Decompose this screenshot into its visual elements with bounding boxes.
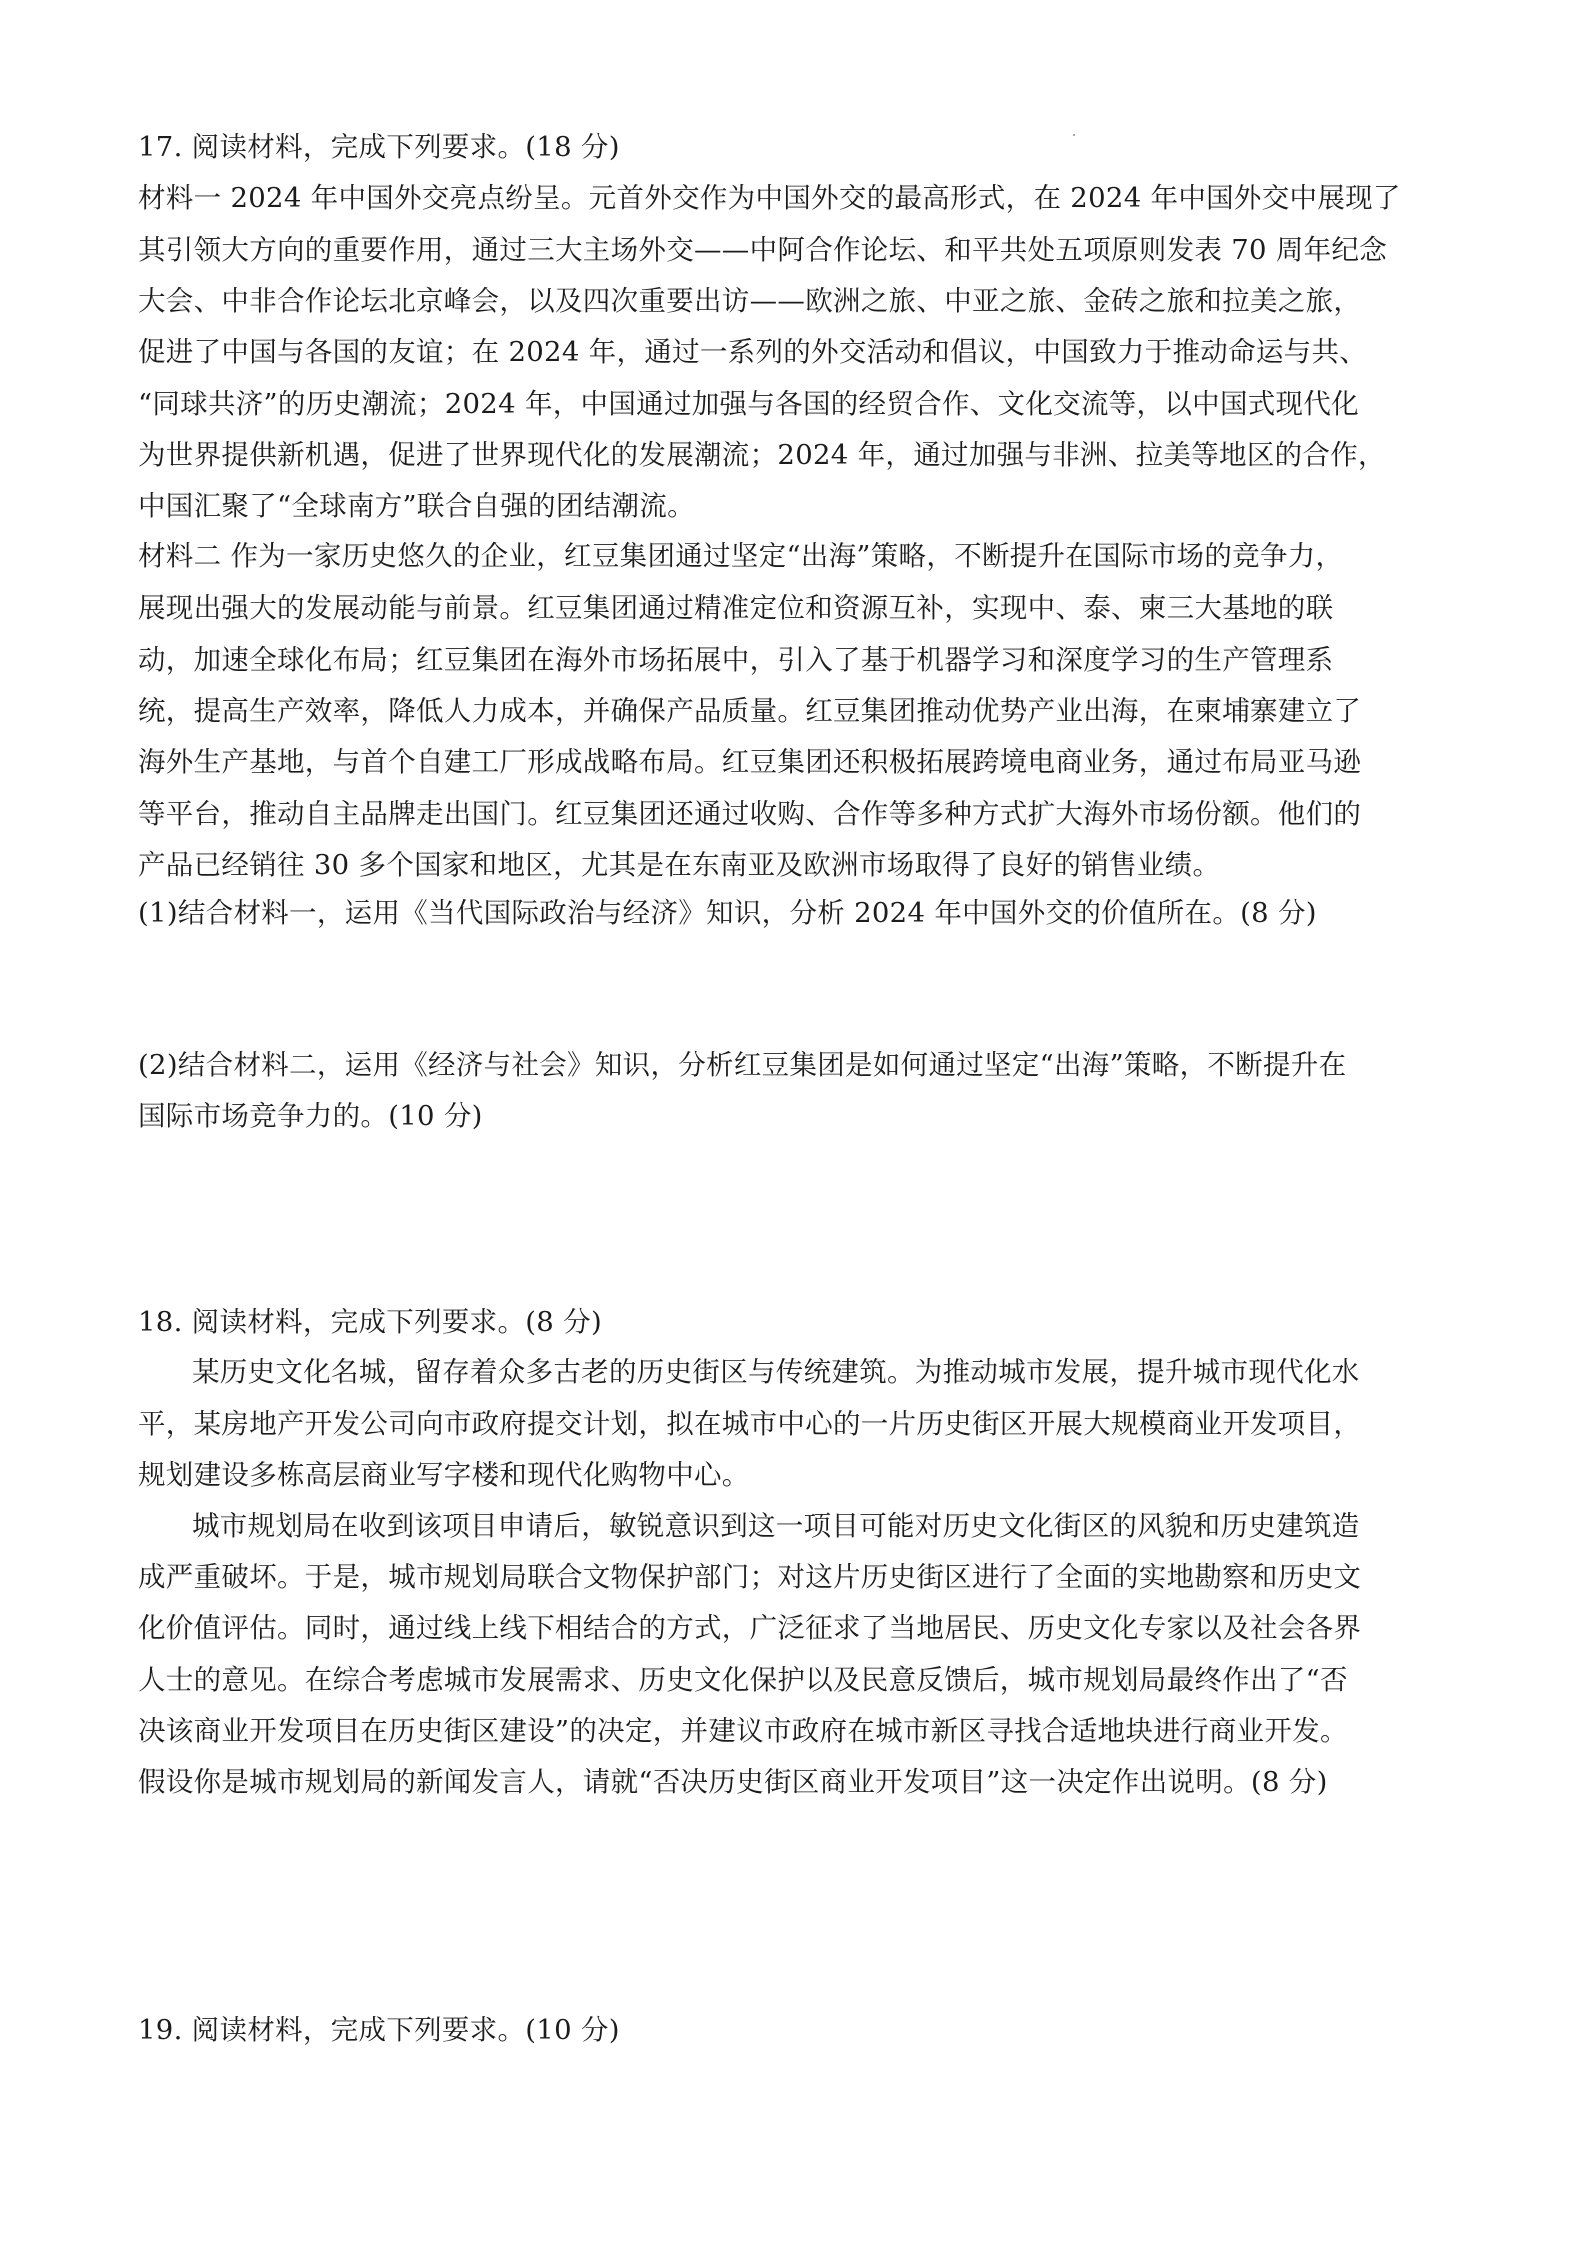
- q17-material1-line: 大会、中非合作论坛北京峰会，以及四次重要出访——欧洲之旅、中亚之旅、金砖之旅和拉美之旅，: [138, 285, 1362, 317]
- q19-heading: 19. 阅读材料，完成下列要求。(10 分): [138, 2014, 620, 2046]
- q17-material2-line: 等平台，推动自主品牌走出国门。红豆集团还通过收购、合作等多种方式扩大海外市场份额。他们的: [138, 798, 1362, 830]
- q18-paragraph1-line: 平，某房地产开发公司向市政府提交计划，拟在城市中心的一片历史街区开展大规模商业开发项目，: [138, 1408, 1362, 1440]
- q18-paragraph1-line: 某历史文化名城，留存着众多古老的历史街区与传统建筑。为推动城市发展，提升城市现代化水: [192, 1356, 1360, 1388]
- q18-paragraph2-line: 决该商业开发项目在历史街区建设”的决定，并建议市政府在城市新区寻找合适地块进行商业开发。: [138, 1715, 1348, 1747]
- q18-paragraph2-line: 成严重破坏。于是，城市规划局联合文物保护部门；对这片历史街区进行了全面的实地勘察和历史文: [138, 1561, 1362, 1593]
- q18-paragraph2-line: 假设你是城市规划局的新闻发言人，请就“否决历史街区商业开发项目”这一决定作出说明。(8 分): [138, 1766, 1328, 1798]
- q17-material1-line: 促进了中国与各国的友谊；在 2024 年，通过一系列的外交活动和倡议，中国致力于推动命运与共、: [138, 336, 1368, 368]
- q17-material1-line: 其引领大方向的重要作用，通过三大主场外交——中阿合作论坛、和平共处五项原则发表 70 周年纪念: [138, 234, 1388, 266]
- q17-material2-line: 海外生产基地，与首个自建工厂形成战略布局。红豆集团还积极拓展跨境电商业务，通过布局亚马逊: [138, 746, 1362, 778]
- q17-material1-line: 材料一 2024 年中国外交亮点纷呈。元首外交作为中国外交的最高形式，在 2024 年中国外交中展现了: [138, 182, 1401, 214]
- q17-material2-line: 产品已经销往 30 多个国家和地区，尤其是在东南亚及欧洲市场取得了良好的销售业绩。: [138, 849, 1221, 881]
- q17-part2-question-line: (2)结合材料二，运用《经济与社会》知识，分析红豆集团是如何通过坚定“出海”策略，不断提升在: [138, 1049, 1347, 1081]
- q18-paragraph2-line: 城市规划局在收到该项目申请后，敏锐意识到这一项目可能对历史文化街区的风貌和历史建筑造: [192, 1510, 1360, 1542]
- q17-material2-line: 动，加速全球化布局；红豆集团在海外市场拓展中，引入了基于机器学习和深度学习的生产管理系: [138, 644, 1334, 676]
- q18-paragraph2-line: 人士的意见。在综合考虑城市发展需求、历史文化保护以及民意反馈后，城市规划局最终作出了“否: [138, 1664, 1348, 1696]
- q18-paragraph1-line: 规划建设多栋高层商业写字楼和现代化购物中心。: [138, 1459, 750, 1491]
- q17-material1-line: 中国汇聚了“全球南方”联合自强的团结潮流。: [138, 490, 695, 522]
- q18-paragraph2-line: 化价值评估。同时，通过线上线下相结合的方式，广泛征求了当地居民、历史文化专家以及社会各界: [138, 1612, 1362, 1644]
- q17-material1-line: “同球共济”的历史潮流；2024 年，中国通过加强与各国的经贸合作、文化交流等，以中国式现代化: [138, 388, 1359, 420]
- q17-material2-line: 统，提高生产效率，降低人力成本，并确保产品质量。红豆集团推动优势产业出海，在柬埔寨建立了: [138, 695, 1362, 727]
- q17-material1-line: 为世界提供新机遇，促进了世界现代化的发展潮流；2024 年，通过加强与非洲、拉美等地区的合作，: [138, 439, 1386, 471]
- q18-heading: 18. 阅读材料，完成下列要求。(8 分): [138, 1306, 602, 1338]
- q17-part2-question-line: 国际市场竞争力的。(10 分): [138, 1100, 483, 1132]
- q17-material2-line: 展现出强大的发展动能与前景。红豆集团通过精准定位和资源互补，实现中、泰、柬三大基地的联: [138, 592, 1334, 624]
- q17-material2-line: 材料二 作为一家历史悠久的企业，红豆集团通过坚定“出海”策略，不断提升在国际市场的竞争力，: [138, 540, 1344, 572]
- q17-heading: 17. 阅读材料，完成下列要求。(18 分): [138, 131, 620, 163]
- q17-part1-question: (1)结合材料一，运用《当代国际政治与经济》知识，分析 2024 年中国外交的价值所在。(8 分): [138, 897, 1317, 929]
